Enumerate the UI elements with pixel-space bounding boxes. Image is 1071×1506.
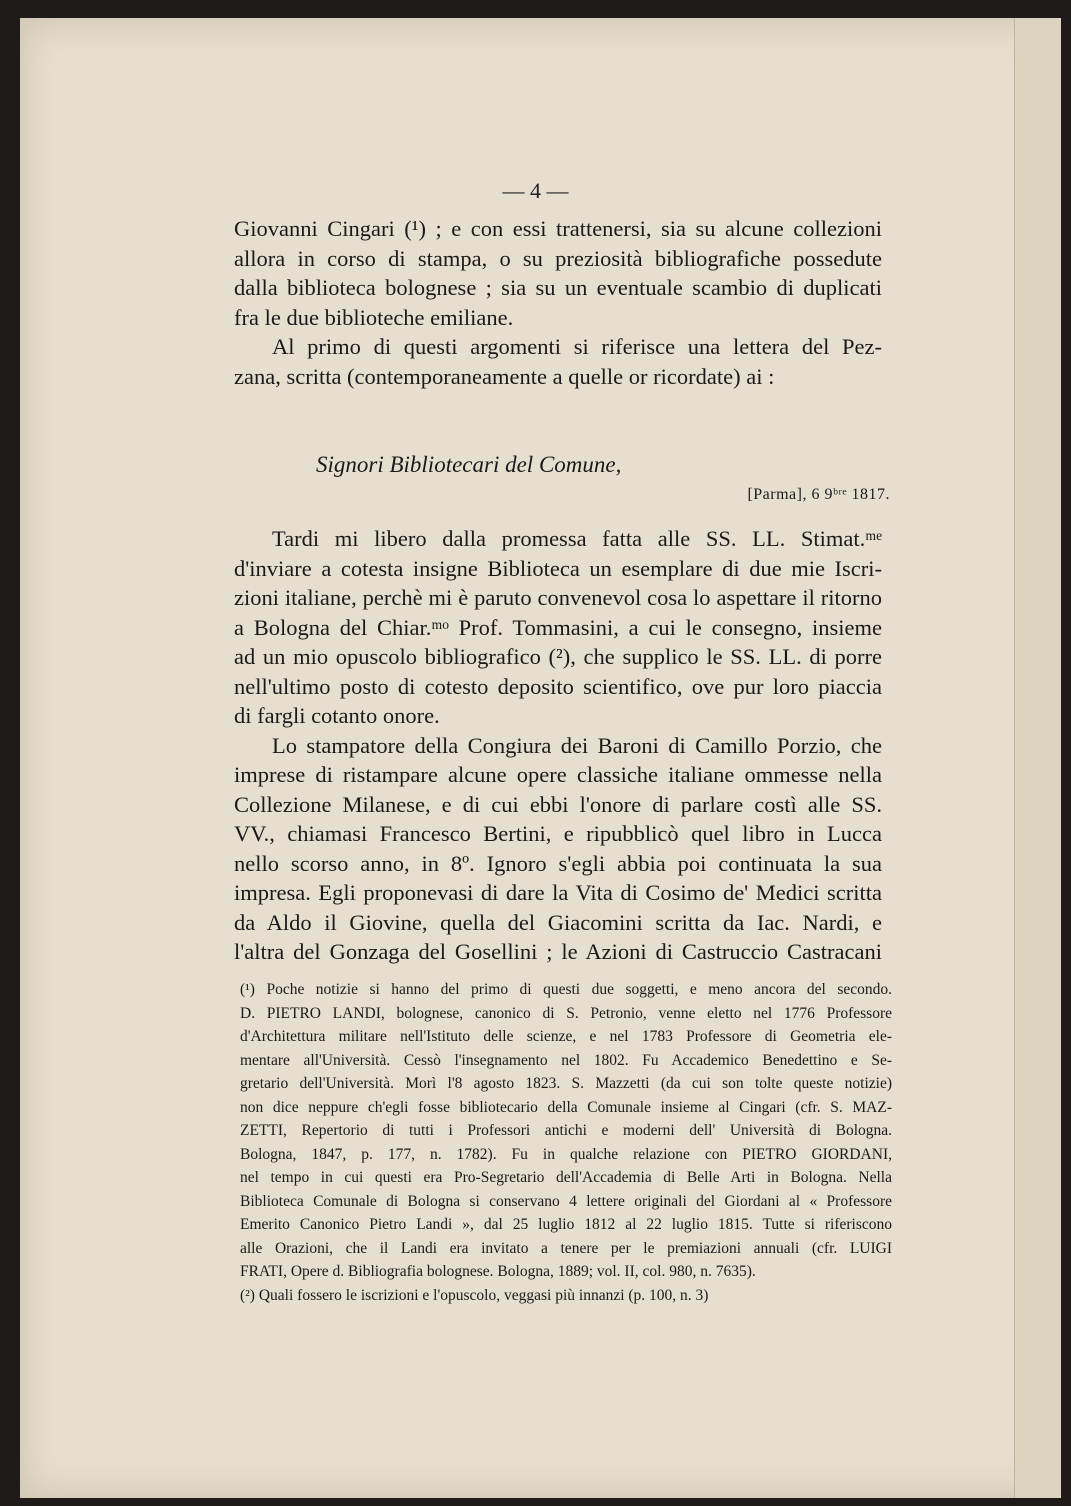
text-line: ad un mio opuscolo bibliografico (²), che supplico le SS. LL. di porre [234, 644, 882, 669]
footnote-line: D. PIETRO LANDI, bolognese, canonico di S. Petronio, venne eletto nel 1776 Professore [240, 1004, 892, 1022]
text-line: Giovanni Cingari (¹) ; e con essi trattenersi, sia su alcune collezioni [234, 216, 882, 241]
text-line: a Bologna del Chiar.ᵐᵒ Prof. Tommasini, a cui le consegno, insieme [234, 614, 882, 640]
text-line: fra le due biblioteche emiliane. [234, 304, 514, 330]
footnote-line: Bologna, 1847, p. 177, n. 1782). Fu in qualche relazione con PIETRO GIORDANI, [240, 1145, 892, 1163]
text-line: imprese di ristampare alcune opere classiche italiane ommesse nella [234, 762, 882, 787]
text-line: Lo stampatore della Congiura dei Baroni di Camillo Porzio, che [272, 732, 882, 758]
text-line: nell'ultimo posto di cotesto deposito scientifico, ove pur loro piaccia [234, 673, 882, 699]
footnote-line: (¹) Poche notizie si hanno del primo di questi due soggetti, e meno ancora del secondo. [240, 981, 892, 998]
letter-body [234, 524, 882, 967]
letter-dateline: [Parma], 6 9ᵇʳᵉ 1817. [747, 486, 890, 503]
text-line: nello scorso anno, in 8º. Ignoro s'egli abbia poi continuata la sua [234, 850, 882, 876]
footnote-line: nel tempo in cui questi era Pro-Segretario dell'Accademia di Belle Arti in Bologna. Nella [240, 1169, 892, 1186]
page-number: — 4 — [502, 178, 569, 203]
footnotes [240, 978, 892, 1307]
text-line: allora in corso di stampa, o su preziosità bibliografiche possedute [234, 245, 882, 271]
text-line: l'altra del Gonzaga del Gosellini ; le Azioni di Castruccio Castracani [234, 939, 882, 964]
page-edge [1014, 18, 1061, 1498]
footnote-line: Emerito Canonico Pietro Landi », dal 25 luglio 1812 al 22 luglio 1815. Tutte si riferiscono [240, 1216, 892, 1233]
footnote-line: (²) Quali fossero le iscrizioni e l'opuscolo, veggasi più innanzi (p. 100, n. 3) [240, 1286, 709, 1304]
footnote-line: alle Orazioni, che il Landi era invitato a tenere per le premiazioni annuali (cfr. LUIGI [240, 1239, 892, 1257]
footnote-line: Biblioteca Comunale di Bologna si conservano 4 lettere originali del Giordani al « Professore [240, 1192, 892, 1210]
text-line: zioni italiane, perchè mi è paruto convenevol cosa lo aspettare il ritorno [234, 585, 882, 610]
text-line: da Aldo il Giovine, quella del Giacomini scritta da Iac. Nardi, e [234, 909, 882, 935]
footnote-line: gretario dell'Università. Morì l'8 agosto 1823. S. Mazzetti (da cui son tolte queste notizie) [240, 1075, 892, 1092]
text-line: di fargli cotanto onore. [234, 703, 440, 728]
letter-salutation: Signori Bibliotecari del Comune, [316, 452, 622, 477]
text-line: Collezione Milanese, e di cui ebbi l'onore di parlare costì alle SS. [234, 791, 882, 817]
text-line: impresa. Egli proponevasi di dare la Vita di Cosimo de' Medici scritta [234, 880, 882, 905]
text-line: zana, scritta (contemporaneamente a quelle or ricordate) ai : [234, 363, 775, 389]
footnote-line: non dice neppure ch'egli fosse bibliotecario della Comunale insieme al Cingari (cfr. S. MAZ- [240, 1098, 892, 1116]
footnote-line: mentare all'Università. Cessò l'insegnamento nel 1802. Fu Accademico Benedettino e Se- [240, 1051, 892, 1069]
text-line: Tardi mi libero dalla promessa fatta alle SS. LL. Stimat.ᵐᵉ [272, 526, 882, 551]
text-line: dalla biblioteca bolognese ; sia su un eventuale scambio di duplicati [234, 275, 882, 300]
footnote-line: d'Architettura militare nell'Istituto delle scienze, e nel 1783 Professore di Geometria ele- [240, 1028, 892, 1045]
text-line: Al primo di questi argomenti si riferisce una lettera del Pez- [272, 334, 882, 359]
footnote-line: FRATI, Opere d. Bibliografia bolognese. Bologna, 1889; vol. II, col. 980, n. 7635). [240, 1263, 756, 1280]
intro-paragraph [234, 214, 882, 391]
footnote-line: ZETTI, Repertorio di tutti i Professori antichi e moderni dell' Università di Bologna. [240, 1122, 892, 1139]
text-line: VV., chiamasi Francesco Bertini, e ripubblicò quel libro in Lucca [234, 821, 882, 846]
text-line: d'inviare a cotesta insigne Biblioteca un esemplare di due mie Iscri- [234, 555, 882, 581]
